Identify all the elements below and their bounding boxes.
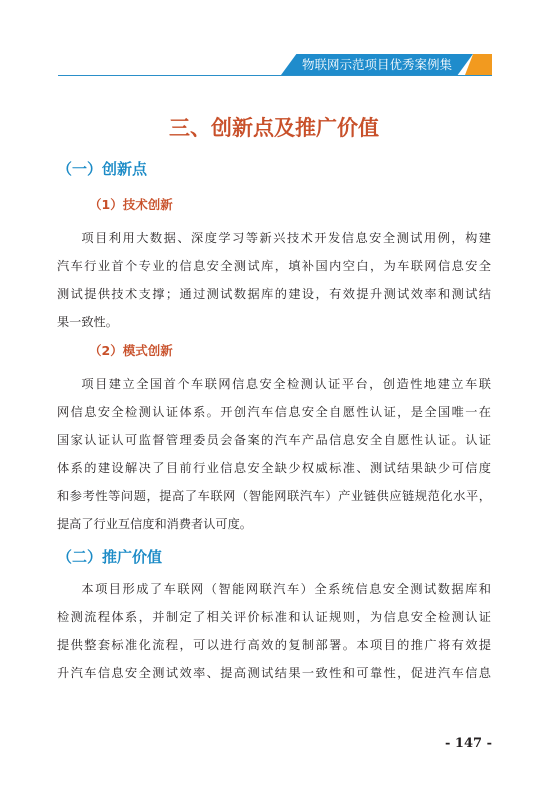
paragraph-line: 汽车行业首个专业的信息安全测试库，填补国内空白，为车联网信息安全 bbox=[57, 259, 491, 273]
paragraph-line: 果一致性。 bbox=[57, 315, 118, 329]
paragraph-line: 国家认证认可监督管理委员会备案的汽车产品信息安全自愿性认证。认证 bbox=[57, 433, 491, 447]
paragraph-promotion bbox=[57, 575, 491, 687]
section-title: 三、创新点及推广价值 bbox=[169, 115, 379, 140]
page-number: - 147 - bbox=[445, 736, 492, 751]
paragraph-line: 项目建立全国首个车联网信息安全检测认证平台，创造性地建立车联 bbox=[81, 377, 491, 391]
paragraph-tech bbox=[57, 224, 491, 336]
paragraph-line: 提高了行业互信度和消费者认可度。 bbox=[57, 517, 252, 531]
subheading-innovation: （一）创新点 bbox=[57, 160, 148, 178]
paragraph-line: 网信息安全检测认证体系。开创汽车信息安全自愿性认证，是全国唯一在 bbox=[57, 405, 491, 419]
paragraph-line: 提供整套标准化流程，可以进行高效的复制部署。本项目的推广将有效提 bbox=[57, 638, 491, 652]
heading-mode-innovation: （2）模式创新 bbox=[89, 343, 173, 358]
header-title: 物联网示范项目优秀案例集 bbox=[301, 57, 452, 72]
paragraph-line: 检测流程体系，并制定了相关评价标准和认证规则，为信息安全检测认证 bbox=[57, 610, 491, 624]
paragraph-line: 测试提供技术支撑；通过测试数据库的建设，有效提升测试效率和测试结 bbox=[57, 287, 491, 301]
subheading-promotion: （二）推广价值 bbox=[57, 548, 163, 566]
paragraph-line: 升汽车信息安全测试效率、提高测试结果一致性和可靠性，促进汽车信息 bbox=[57, 666, 491, 680]
paragraph-line: 体系的建设解决了目前行业信息安全缺少权威标准、测试结果缺少可信度 bbox=[57, 461, 491, 475]
paragraph-line: 本项目形成了车联网（智能网联汽车）全系统信息安全测试数据库和 bbox=[81, 582, 491, 596]
paragraph-line: 和参考性等问题，提高了车联网（智能网联汽车）产业链供应链规范化水平， bbox=[57, 489, 491, 503]
header-rule bbox=[58, 75, 492, 76]
paragraph-line: 项目利用大数据、深度学习等新兴技术开发信息安全测试用例，构建 bbox=[81, 231, 491, 245]
paragraph-mode bbox=[57, 370, 491, 538]
heading-tech-innovation: （1）技术创新 bbox=[89, 197, 173, 212]
